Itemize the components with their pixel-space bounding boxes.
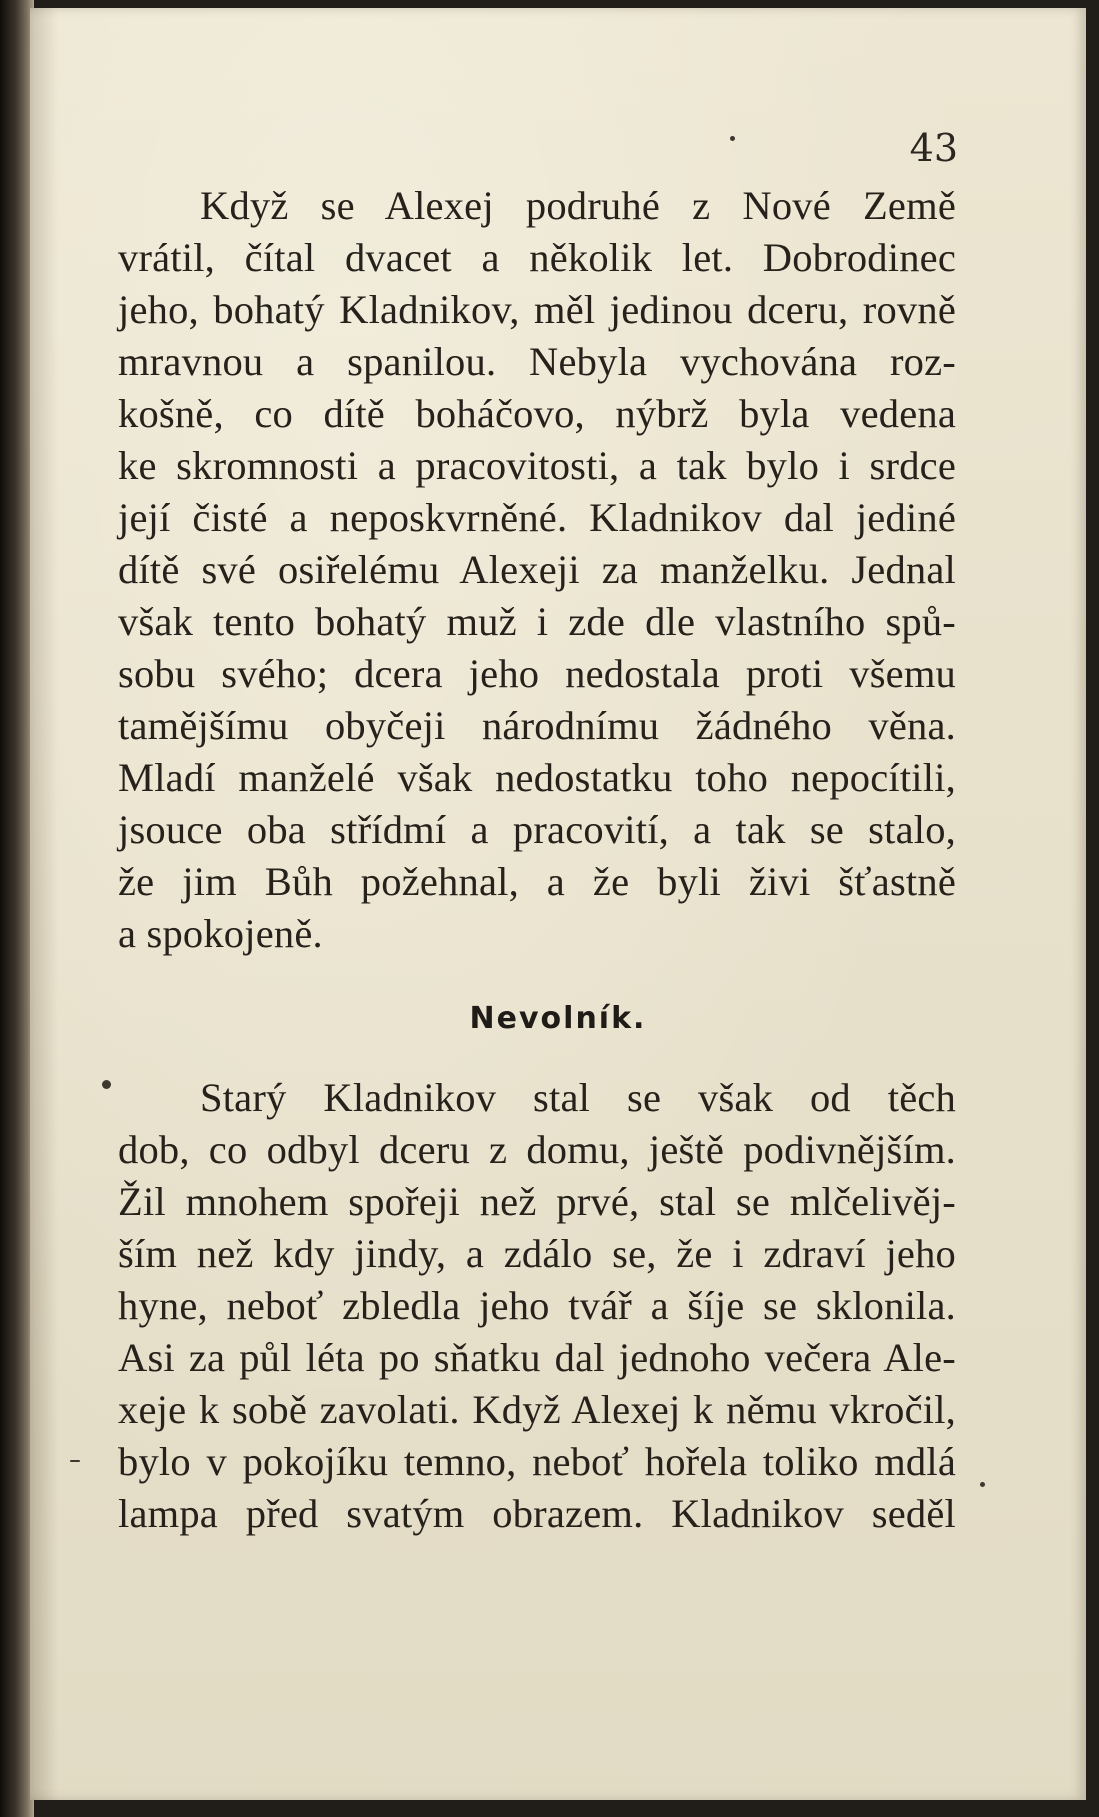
ink-speck: [102, 1080, 111, 1089]
text-line: že jim Bůh požehnal, a že byli živi šťastně: [118, 859, 956, 904]
text-line: xeje k sobě zavolati. Když Alexej k němu vkročil,: [118, 1387, 956, 1432]
text-line: mravnou a spanilou. Nebyla vychována roz-: [118, 339, 956, 384]
text-line: dítě své osiřelému Alexeji za manželku. Jednal: [118, 547, 956, 592]
text-line: ším než kdy jindy, a zdálo se, že i zdraví jeho: [118, 1231, 956, 1276]
text-line: Žil mnohem spořeji než prvé, stal se mlčelivěj-: [118, 1179, 956, 1224]
text-line: jeho, bohatý Kladnikov, měl jedinou dceru, rovně: [118, 287, 956, 332]
ink-speck: [70, 1460, 80, 1462]
text-line: vrátil, čítal dvacet a několik let. Dobrodinec: [118, 235, 956, 280]
ink-speck: [730, 136, 735, 141]
text-line: košně, co dítě boháčovo, nýbrž byla vedena: [118, 391, 956, 436]
text-line: její čisté a neposkvrněné. Kladnikov dal jediné: [118, 495, 956, 540]
text-line: Mladí manželé však nedostatku toho nepocítili,: [118, 755, 956, 800]
text-line: sobu svého; dcera jeho nedostala proti všemu: [118, 651, 956, 696]
text-line: však tento bohatý muž i zde dle vlastního spů-: [118, 599, 956, 644]
book-spine-shadow: [0, 0, 34, 1817]
text-line: Asi za půl léta po sňatku dal jednoho večera Ale-: [118, 1335, 956, 1380]
text-line: a spokojeně.: [118, 911, 323, 956]
book-page: [30, 8, 1086, 1800]
text-line: Když se Alexej podruhé z Nové Země: [200, 183, 956, 228]
section-heading: Nevolník.: [469, 1001, 647, 1036]
text-line: ke skromnosti a pracovitosti, a tak bylo i srdce: [118, 443, 956, 488]
ink-speck: [980, 1482, 985, 1487]
text-line: dob, co odbyl dceru z domu, ještě podivnějším.: [118, 1127, 956, 1172]
text-line: bylo v pokojíku temno, neboť hořela toliko mdlá: [118, 1439, 956, 1484]
text-line: jsouce oba střídmí a pracovití, a tak se stalo,: [118, 807, 956, 852]
text-line: tamějšímu obyčeji národnímu žádného věna.: [118, 703, 956, 748]
page-number: 43: [909, 126, 958, 170]
text-line: lampa před svatým obrazem. Kladnikov seděl: [118, 1491, 956, 1536]
text-line: hyne, neboť zbledla jeho tvář a šíje se sklonila.: [118, 1283, 956, 1328]
text-line: Starý Kladnikov stal se však od těch: [200, 1075, 956, 1120]
paragraph-marriage: [118, 180, 956, 960]
paragraph-serf: [118, 1072, 956, 1540]
